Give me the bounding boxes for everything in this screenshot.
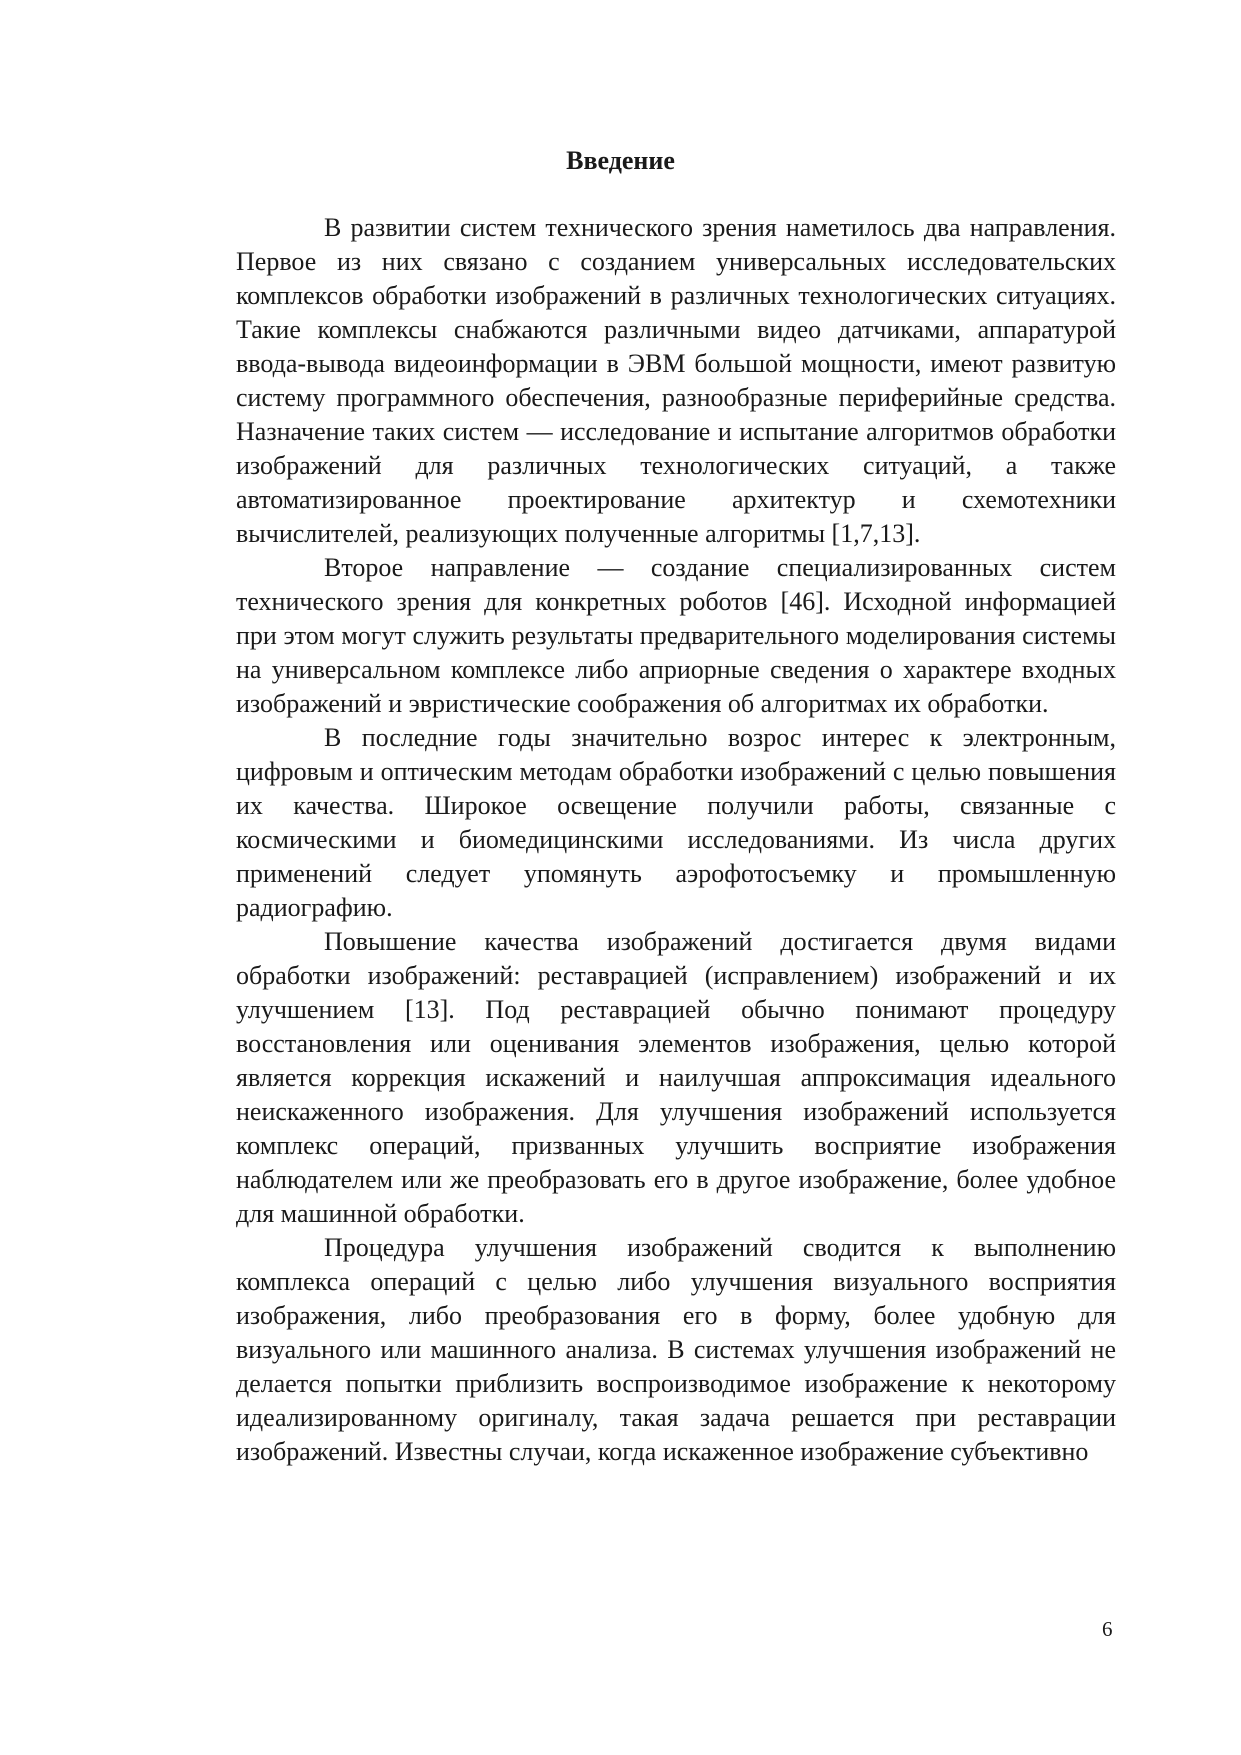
paragraph-2: Второе направление — создание специализированных систем технического зрения для конкретных роботов [46]. Исходной информацией при этом могут служить результаты предварительного моделирования системы на универсальном комплексе либо априорные сведения о характере входных изображений и эвристические соображения об алгоритмах их обработки. bbox=[236, 553, 1116, 718]
paragraph-4: Повышение качества изображений достигается двумя видами обработки изображений: реставрацией (исправлением) изображений и их улучшением [13]. Под реставрацией обычно понимают процедуру восстановления или оценивания элементов изображения, целью которой является коррекция искажений и наилучшая аппроксимация идеального неискаженного изображения. Для улучшения изображений используется комплекс операций, призванных улучшить восприятие изображения наблюдателем или же преобразовать его в другое изображение, более удобное для машинной обработки. bbox=[236, 927, 1116, 1228]
page-number: 6 bbox=[1102, 1617, 1113, 1641]
paragraph-3: В последние годы значительно возрос интерес к электронным, цифровым и оптическим методам обработки изображений с целью повышения их качества. Широкое освещение получили работы, связанные с космическими и биомедицинскими исследованиями. Из числа других применений следует упомянуть аэрофотосъемку и промышленную радиографию. bbox=[236, 723, 1116, 922]
page-title: Введение bbox=[566, 146, 675, 175]
paragraph-5: Процедура улучшения изображений сводится к выполнению комплекса операций с целью либо улучшения визуального восприятия изображения, либо преобразования его в форму, более удобную для визуального или машинного анализа. В системах улучшения изображений не делается попытки приблизить воспроизводимое изображение к некоторому идеализированному оригиналу, такая задача решается при реставрации изображений. Известны случаи, когда искаженное изображение субъективно bbox=[236, 1233, 1116, 1466]
paragraph-1: В развитии систем технического зрения наметилось два направления. Первое из них связано с созданием универсальных исследовательских комплексов обработки изображений в различных технологических ситуациях. Такие комплексы снабжаются различными видео датчиками, аппаратурой ввода-вывода видеоинформации в ЭВМ большой мощности, имеют развитую систему программного обеспечения, разнообразные периферийные средства. Назначение таких систем — исследование и испытание алгоритмов обработки изображений для различных технологических ситуаций, а также автоматизированное проектирование архитектур и схемотехники вычислителей, реализующих полученные алгоритмы [1,7,13]. bbox=[236, 213, 1116, 548]
body-text bbox=[236, 211, 1116, 1469]
